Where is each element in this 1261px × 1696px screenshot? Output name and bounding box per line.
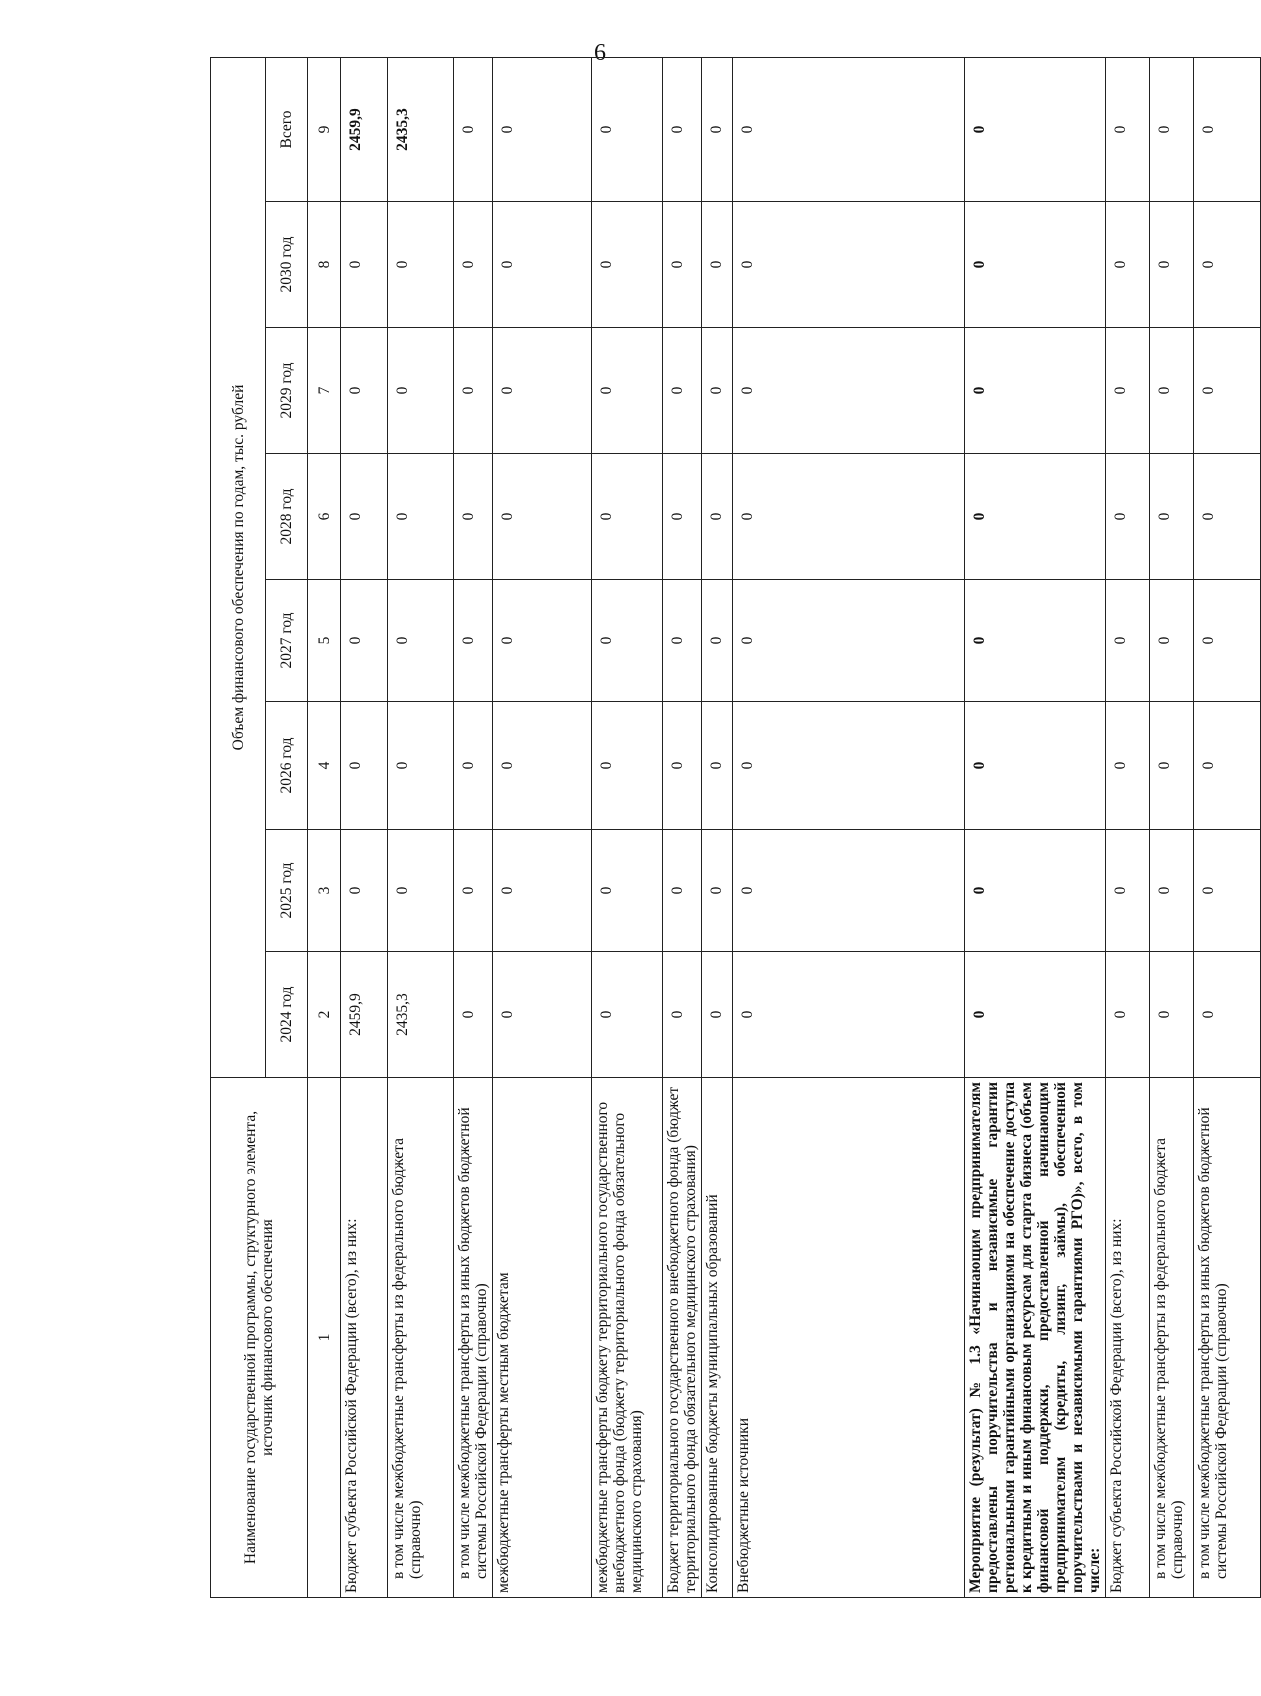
- row-value: 0: [453, 702, 492, 830]
- row-value: 0: [1194, 202, 1260, 328]
- row-value: 0: [1194, 328, 1260, 454]
- row-value: 0: [592, 702, 663, 830]
- row-value: 0: [453, 830, 492, 952]
- row-value: 0: [492, 202, 591, 328]
- row-value: 0: [1105, 702, 1149, 830]
- row-value: 0: [964, 328, 1105, 454]
- row-value: 0: [732, 328, 964, 454]
- row-label: Бюджет субъекта Российской Федерации (всего), из них:: [1105, 1078, 1149, 1598]
- row-value: 0: [592, 58, 663, 202]
- header-year-1: 2025 год: [266, 830, 308, 952]
- row-value: 0: [1150, 952, 1194, 1078]
- table-row: [1194, 58, 1260, 1598]
- column-number-8: 8: [308, 202, 341, 328]
- column-number-1: 1: [308, 1078, 341, 1598]
- row-value: 0: [592, 202, 663, 328]
- rotated-table-container: [210, 58, 1231, 1598]
- row-value: 0: [732, 454, 964, 580]
- row-value: 0: [663, 58, 702, 202]
- header-year-6: 2030 год: [266, 202, 308, 328]
- row-value: 2435,3: [387, 58, 453, 202]
- header-year-5: 2029 год: [266, 328, 308, 454]
- row-value: 0: [453, 202, 492, 328]
- row-value: 0: [702, 580, 733, 702]
- row-label: Внебюджетные источники: [732, 1078, 964, 1598]
- row-label: в том числе межбюджетные трансферты из иных бюджетов бюджетной системы Российской Федерации (справочно): [453, 1078, 492, 1598]
- row-value: 0: [702, 454, 733, 580]
- row-value: 0: [453, 328, 492, 454]
- row-value: 0: [387, 328, 453, 454]
- row-value: 0: [663, 328, 702, 454]
- row-value: 0: [492, 454, 591, 580]
- row-value: 0: [492, 328, 591, 454]
- row-value: 0: [732, 202, 964, 328]
- row-value: 2459,9: [341, 952, 387, 1078]
- row-value: 0: [1105, 58, 1149, 202]
- row-value: 0: [964, 58, 1105, 202]
- row-value: 0: [341, 702, 387, 830]
- row-value: 0: [1194, 702, 1260, 830]
- row-value: 0: [702, 328, 733, 454]
- row-value: 0: [964, 830, 1105, 952]
- row-value: 0: [663, 454, 702, 580]
- header-year-0: 2024 год: [266, 952, 308, 1078]
- row-value: 0: [732, 702, 964, 830]
- header-year-2: 2026 год: [266, 702, 308, 830]
- table-row: [341, 58, 387, 1598]
- row-value: 0: [964, 202, 1105, 328]
- row-value: 0: [732, 952, 964, 1078]
- row-value: 0: [1150, 454, 1194, 580]
- row-value: 0: [341, 328, 387, 454]
- column-number-4: 4: [308, 702, 341, 830]
- row-label: Бюджет субъекта Российской Федерации (всего), из них:: [341, 1078, 387, 1598]
- header-year-4: 2028 год: [266, 454, 308, 580]
- row-value: 2459,9: [341, 58, 387, 202]
- column-number-3: 3: [308, 830, 341, 952]
- row-value: 0: [492, 702, 591, 830]
- header-row-group: [211, 58, 266, 1598]
- row-value: 0: [732, 580, 964, 702]
- row-value: 0: [663, 952, 702, 1078]
- row-value: 0: [387, 830, 453, 952]
- row-value: 0: [492, 830, 591, 952]
- row-value: 0: [1105, 202, 1149, 328]
- table-row: [1150, 58, 1194, 1598]
- row-value: 0: [387, 580, 453, 702]
- table-row: [1105, 58, 1149, 1598]
- table-row: [453, 58, 492, 1598]
- row-value: 0: [1150, 202, 1194, 328]
- row-value: 0: [964, 952, 1105, 1078]
- row-value: 0: [453, 454, 492, 580]
- header-year-3: 2027 год: [266, 580, 308, 702]
- row-value: 0: [1194, 454, 1260, 580]
- row-value: 0: [592, 830, 663, 952]
- row-value: 0: [492, 580, 591, 702]
- row-value: 0: [964, 580, 1105, 702]
- row-label: в том числе межбюджетные трансферты из федерального бюджета (справочно): [387, 1078, 453, 1598]
- header-name-col: Наименование государственной программы, структурного элемента, источник финансового обеспечения: [211, 1078, 308, 1598]
- row-value: 0: [1150, 580, 1194, 702]
- row-label: межбюджетные трансферты местным бюджетам: [492, 1078, 591, 1598]
- row-value: 0: [1194, 830, 1260, 952]
- table-row: [492, 58, 591, 1598]
- row-value: 0: [592, 580, 663, 702]
- row-value: 0: [702, 58, 733, 202]
- table-row: [592, 58, 663, 1598]
- table-row: [732, 58, 964, 1598]
- row-label: Бюджет территориального государственного внебюджетного фонда (бюджет территориального фонда обязательного медицинского страхования): [663, 1078, 702, 1598]
- row-value: 0: [1194, 952, 1260, 1078]
- row-value: 0: [663, 580, 702, 702]
- row-value: 0: [732, 830, 964, 952]
- row-value: 0: [1105, 454, 1149, 580]
- row-value: 0: [492, 952, 591, 1078]
- row-value: 0: [1150, 58, 1194, 202]
- row-value: 0: [1105, 580, 1149, 702]
- column-number-9: 9: [308, 58, 341, 202]
- table-row: [964, 58, 1105, 1598]
- column-number-7: 7: [308, 328, 341, 454]
- row-value: 0: [341, 580, 387, 702]
- table-row: [663, 58, 702, 1598]
- column-number-2: 2: [308, 952, 341, 1078]
- row-value: 0: [341, 454, 387, 580]
- row-value: 0: [1150, 702, 1194, 830]
- row-value: 0: [453, 952, 492, 1078]
- row-value: 0: [341, 830, 387, 952]
- column-number-5: 5: [308, 580, 341, 702]
- row-value: 0: [592, 454, 663, 580]
- row-label: Консолидированные бюджеты муниципальных образований: [702, 1078, 733, 1598]
- row-value: 0: [387, 454, 453, 580]
- header-year-7: Всего: [266, 58, 308, 202]
- row-value: 0: [1194, 58, 1260, 202]
- row-value: 0: [964, 702, 1105, 830]
- row-value: 0: [492, 58, 591, 202]
- row-label: Мероприятие (результат) № 1.3 «Начинающим предпринимателям предоставлены поручительства и независимые гарантии региональными гарантийными организациями на обеспечение доступа к кредитным и иным финансовым ресурсам для старта бизнеса (объем финансовой поддержки, предоставленной начинающим предпринимателям (кредиты, лизинг, займы), обеспеченной поручительствами и независимыми гарантиями РГО)», всего, в том числе:: [964, 1078, 1105, 1598]
- column-number-row: [308, 58, 341, 1598]
- table-row: [702, 58, 733, 1598]
- row-value: 0: [387, 202, 453, 328]
- row-value: 0: [702, 702, 733, 830]
- row-value: 0: [702, 952, 733, 1078]
- row-value: 0: [1105, 952, 1149, 1078]
- row-value: 0: [663, 830, 702, 952]
- row-value: 0: [592, 952, 663, 1078]
- header-volume-group: Объем финансового обеспечения по годам, тыс. рублей: [211, 58, 266, 1078]
- row-value: 2435,3: [387, 952, 453, 1078]
- row-value: 0: [964, 454, 1105, 580]
- row-value: 0: [453, 58, 492, 202]
- row-label: в том числе межбюджетные трансферты из иных бюджетов бюджетной системы Российской Федерации (справочно): [1194, 1078, 1260, 1598]
- row-value: 0: [1150, 328, 1194, 454]
- row-value: 0: [341, 202, 387, 328]
- row-value: 0: [1150, 830, 1194, 952]
- row-value: 0: [387, 702, 453, 830]
- row-value: 0: [592, 328, 663, 454]
- row-value: 0: [453, 580, 492, 702]
- row-value: 0: [663, 702, 702, 830]
- row-value: 0: [1105, 830, 1149, 952]
- row-label: межбюджетные трансферты бюджету территориального государственного внебюджетного фонда (бюджету территориального фонда обязательного медицинского страхования): [592, 1078, 663, 1598]
- page-number: 6: [594, 40, 606, 66]
- row-value: 0: [702, 830, 733, 952]
- row-value: 0: [1105, 328, 1149, 454]
- row-value: 0: [1194, 580, 1260, 702]
- row-label: в том числе межбюджетные трансферты из федерального бюджета (справочно): [1150, 1078, 1194, 1598]
- row-value: 0: [732, 58, 964, 202]
- row-value: 0: [663, 202, 702, 328]
- table-row: [387, 58, 453, 1598]
- column-number-6: 6: [308, 454, 341, 580]
- row-value: 0: [702, 202, 733, 328]
